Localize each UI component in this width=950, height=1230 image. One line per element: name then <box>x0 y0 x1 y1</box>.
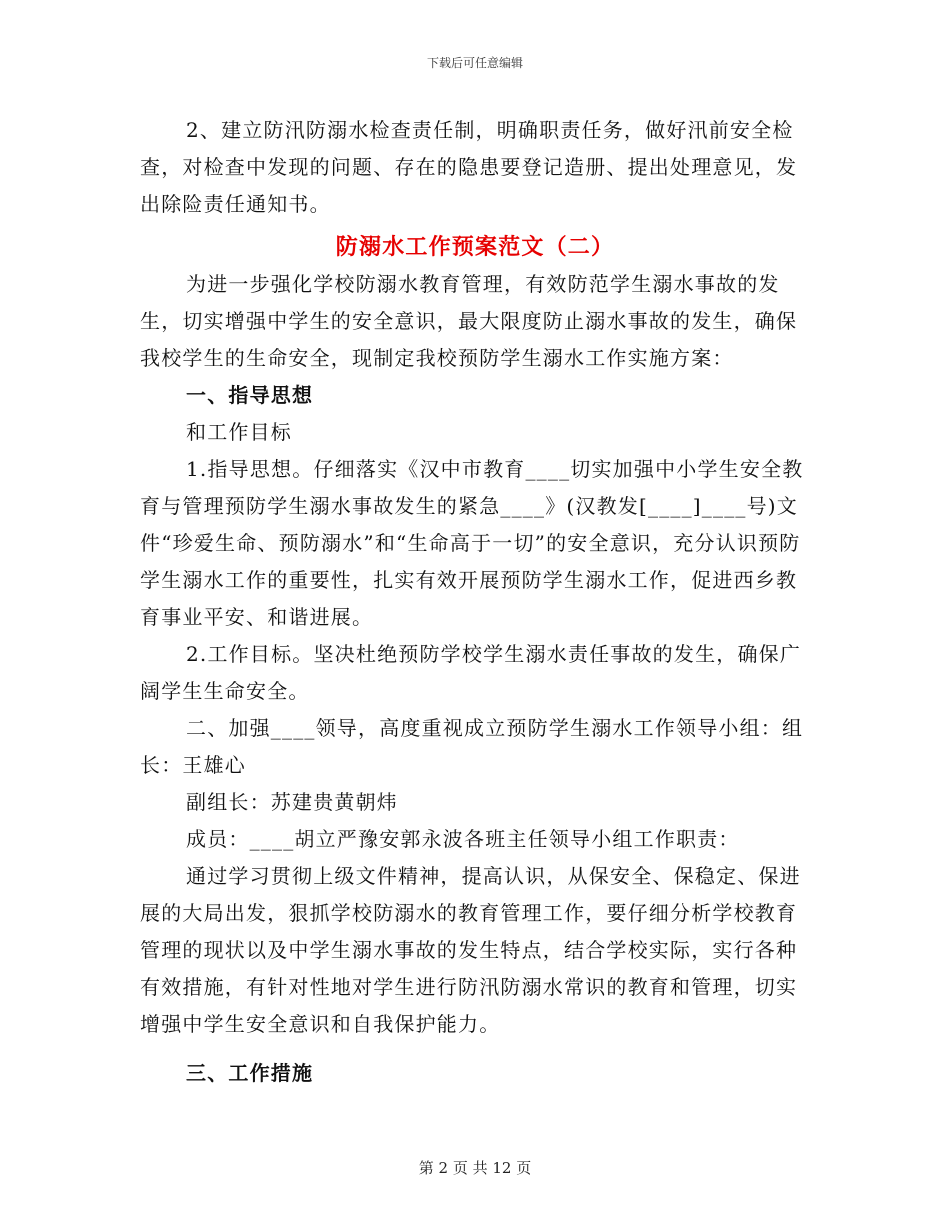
paragraph-leadership: 二、加强____领导，高度重视成立预防学生溺水工作领导小组：组长：王雄心 <box>140 716 804 777</box>
page-footer: 第 2 页 共 12 页 <box>418 1159 532 1177</box>
heading-measures: 三、工作措施 <box>186 1061 314 1085</box>
paragraph-goal: 2.工作目标。坚决杜绝预防学校学生溺水责任事故的发生，确保广阔学生生命安全。 <box>140 642 802 703</box>
paragraph-guiding: 1.指导思想。仔细落实《汉中市教育____切实加强中小学生安全教育与管理预防学生溺水事故发生的紧急____》(汉教发[____]____号)文件“珍爱生命、预防溺水”和“生命高于一切”的安全意识，充分认识预防学生溺水工作的重要性，扎实有效开展预防学生溺水工作，促进西乡教育事业平安、和谐进展。 <box>140 457 804 629</box>
paragraph-deputy: 副组长：苏建贵黄朝炜 <box>186 790 398 814</box>
heading-continuation: 和工作目标 <box>186 420 292 444</box>
page-header: 下载后可任意编辑 <box>426 56 523 70</box>
paragraph-intro: 为进一步强化学校防溺水教育管理，有效防范学生溺水事故的发生，切实增强中学生的安全意识，最大限度防止溺水事故的发生，确保我校学生的生命安全，现制定我校预防学生溺水工作实施方案： <box>140 272 798 370</box>
paragraph-inspection: 2、建立防汛防溺水检查责任制，明确职责任务，做好汛前安全检查，对检查中发现的问题、存在的隐患要登记造册、提出处理意见，发出除险责任通知书。 <box>140 118 798 216</box>
document-title: 防溺水工作预案范文（二） <box>335 234 615 260</box>
paragraph-members: 成员：____胡立严豫安郭永波各班主任领导小组工作职责： <box>186 827 740 851</box>
heading-guiding-ideology: 一、指导思想 <box>186 383 314 407</box>
paragraph-duties: 通过学习贯彻上级文件精神，提高认识，从保安全、保稳定、保进展的大局出发，狠抓学校防溺水的教育管理工作，要仔细分析学校教育管理的现状以及中学生溺水事故的发生特点，结合学校实际，实行各种有效措施，有针对性地对学生进行防汛防溺水常识的教育和管理，切实增强中学生安全意识和自我保护能力。 <box>140 864 801 1036</box>
document-body <box>140 112 810 1092</box>
